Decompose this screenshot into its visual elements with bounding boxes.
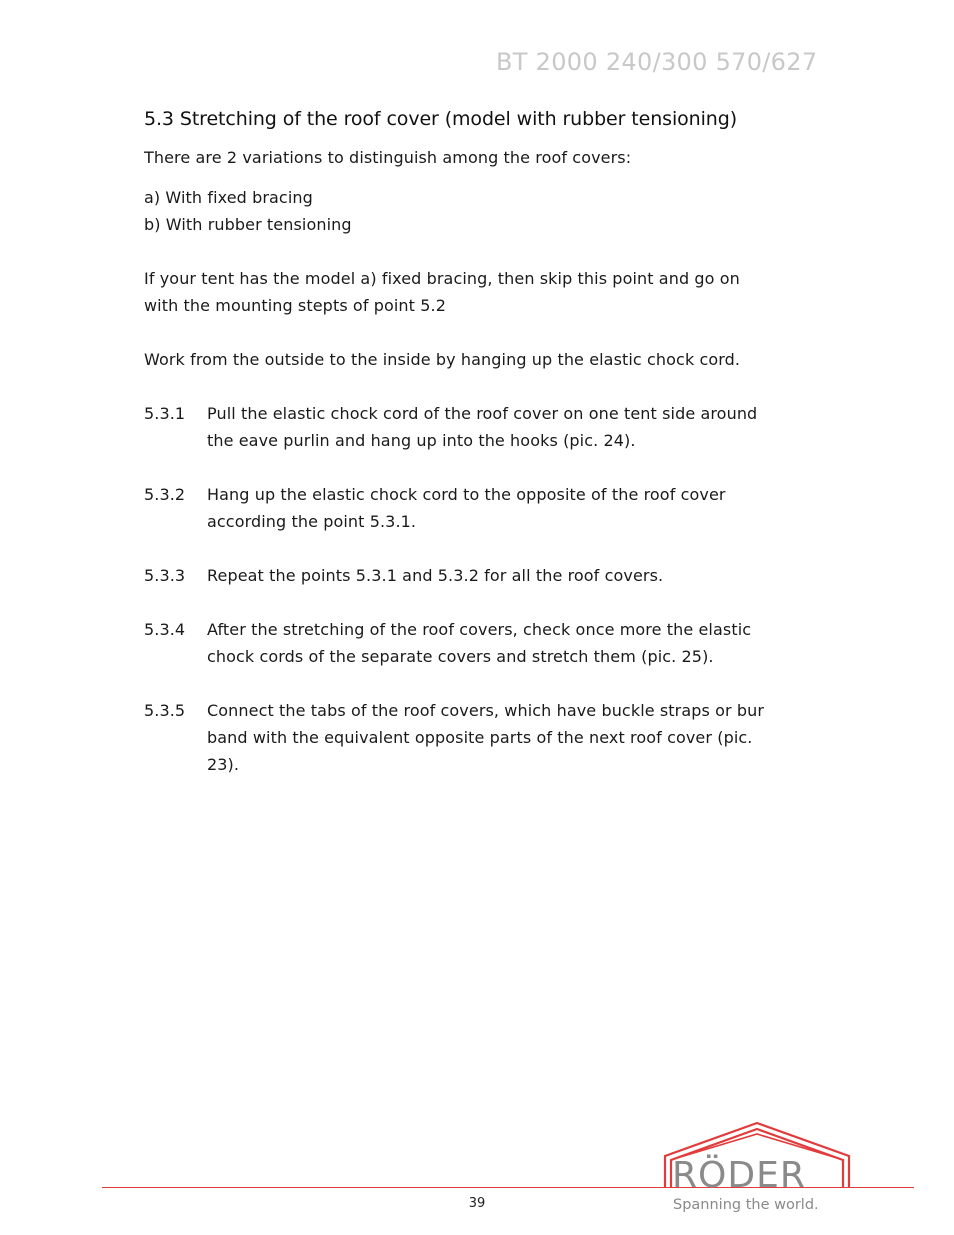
step-text: [207, 697, 814, 778]
page-number: 39: [468, 1196, 486, 1211]
step-5-3-2: [144, 481, 814, 535]
step-line: chock cords of the separate covers and stretch them (pic. 25).: [207, 647, 714, 666]
step-line: Connect the tabs of the roof covers, which have buckle straps or bur: [207, 701, 765, 720]
step-text: [207, 616, 814, 670]
step-line: Hang up the elastic chock cord to the opposite of the roof cover: [207, 485, 726, 504]
step-number: 5.3.4: [144, 620, 186, 639]
step-5-3-3: [144, 562, 814, 589]
step-line: according the point 5.3.1.: [207, 512, 417, 531]
work-direction-text: Work from the outside to the inside by hanging up the elastic chock cord.: [144, 350, 741, 369]
section-heading: 5.3 Stretching of the roof cover (model with rubber tensioning): [144, 108, 738, 130]
variation-a: a) With fixed bracing: [144, 188, 313, 207]
step-text: [207, 400, 814, 454]
step-line: 23).: [207, 755, 240, 774]
roder-logo: [662, 1120, 862, 1220]
step-5-3-5: [144, 697, 814, 778]
step-5-3-1: [144, 400, 814, 454]
skip-note-line-1: If your tent has the model a) fixed bracing, then skip this point and go on: [144, 269, 740, 288]
step-number: 5.3.3: [144, 566, 186, 585]
logo-tagline: Spanning the world.: [673, 1197, 819, 1213]
variation-b: b) With rubber tensioning: [144, 215, 352, 234]
section-content: [144, 108, 814, 778]
step-text: [207, 481, 814, 535]
step-text: [207, 562, 814, 589]
step-number: 5.3.1: [144, 404, 186, 423]
step-line: band with the equivalent opposite parts of the next roof cover (pic.: [207, 728, 753, 747]
step-line: Repeat the points 5.3.1 and 5.3.2 for all the roof covers.: [207, 566, 664, 585]
step-line: the eave purlin and hang up into the hooks (pic. 24).: [207, 431, 636, 450]
intro-text: There are 2 variations to distinguish among the roof covers:: [144, 148, 632, 167]
step-line: After the stretching of the roof covers, check once more the elastic: [207, 620, 752, 639]
step-5-3-4: [144, 616, 814, 670]
step-number: 5.3.2: [144, 485, 186, 504]
document-title: BT 2000 240/300 570/627: [496, 48, 818, 76]
skip-note-line-2: with the mounting stepts of point 5.2: [144, 296, 446, 315]
logo-wordmark: RÖDER: [672, 1155, 806, 1196]
step-line: Pull the elastic chock cord of the roof cover on one tent side around: [207, 404, 758, 423]
step-number: 5.3.5: [144, 701, 186, 720]
